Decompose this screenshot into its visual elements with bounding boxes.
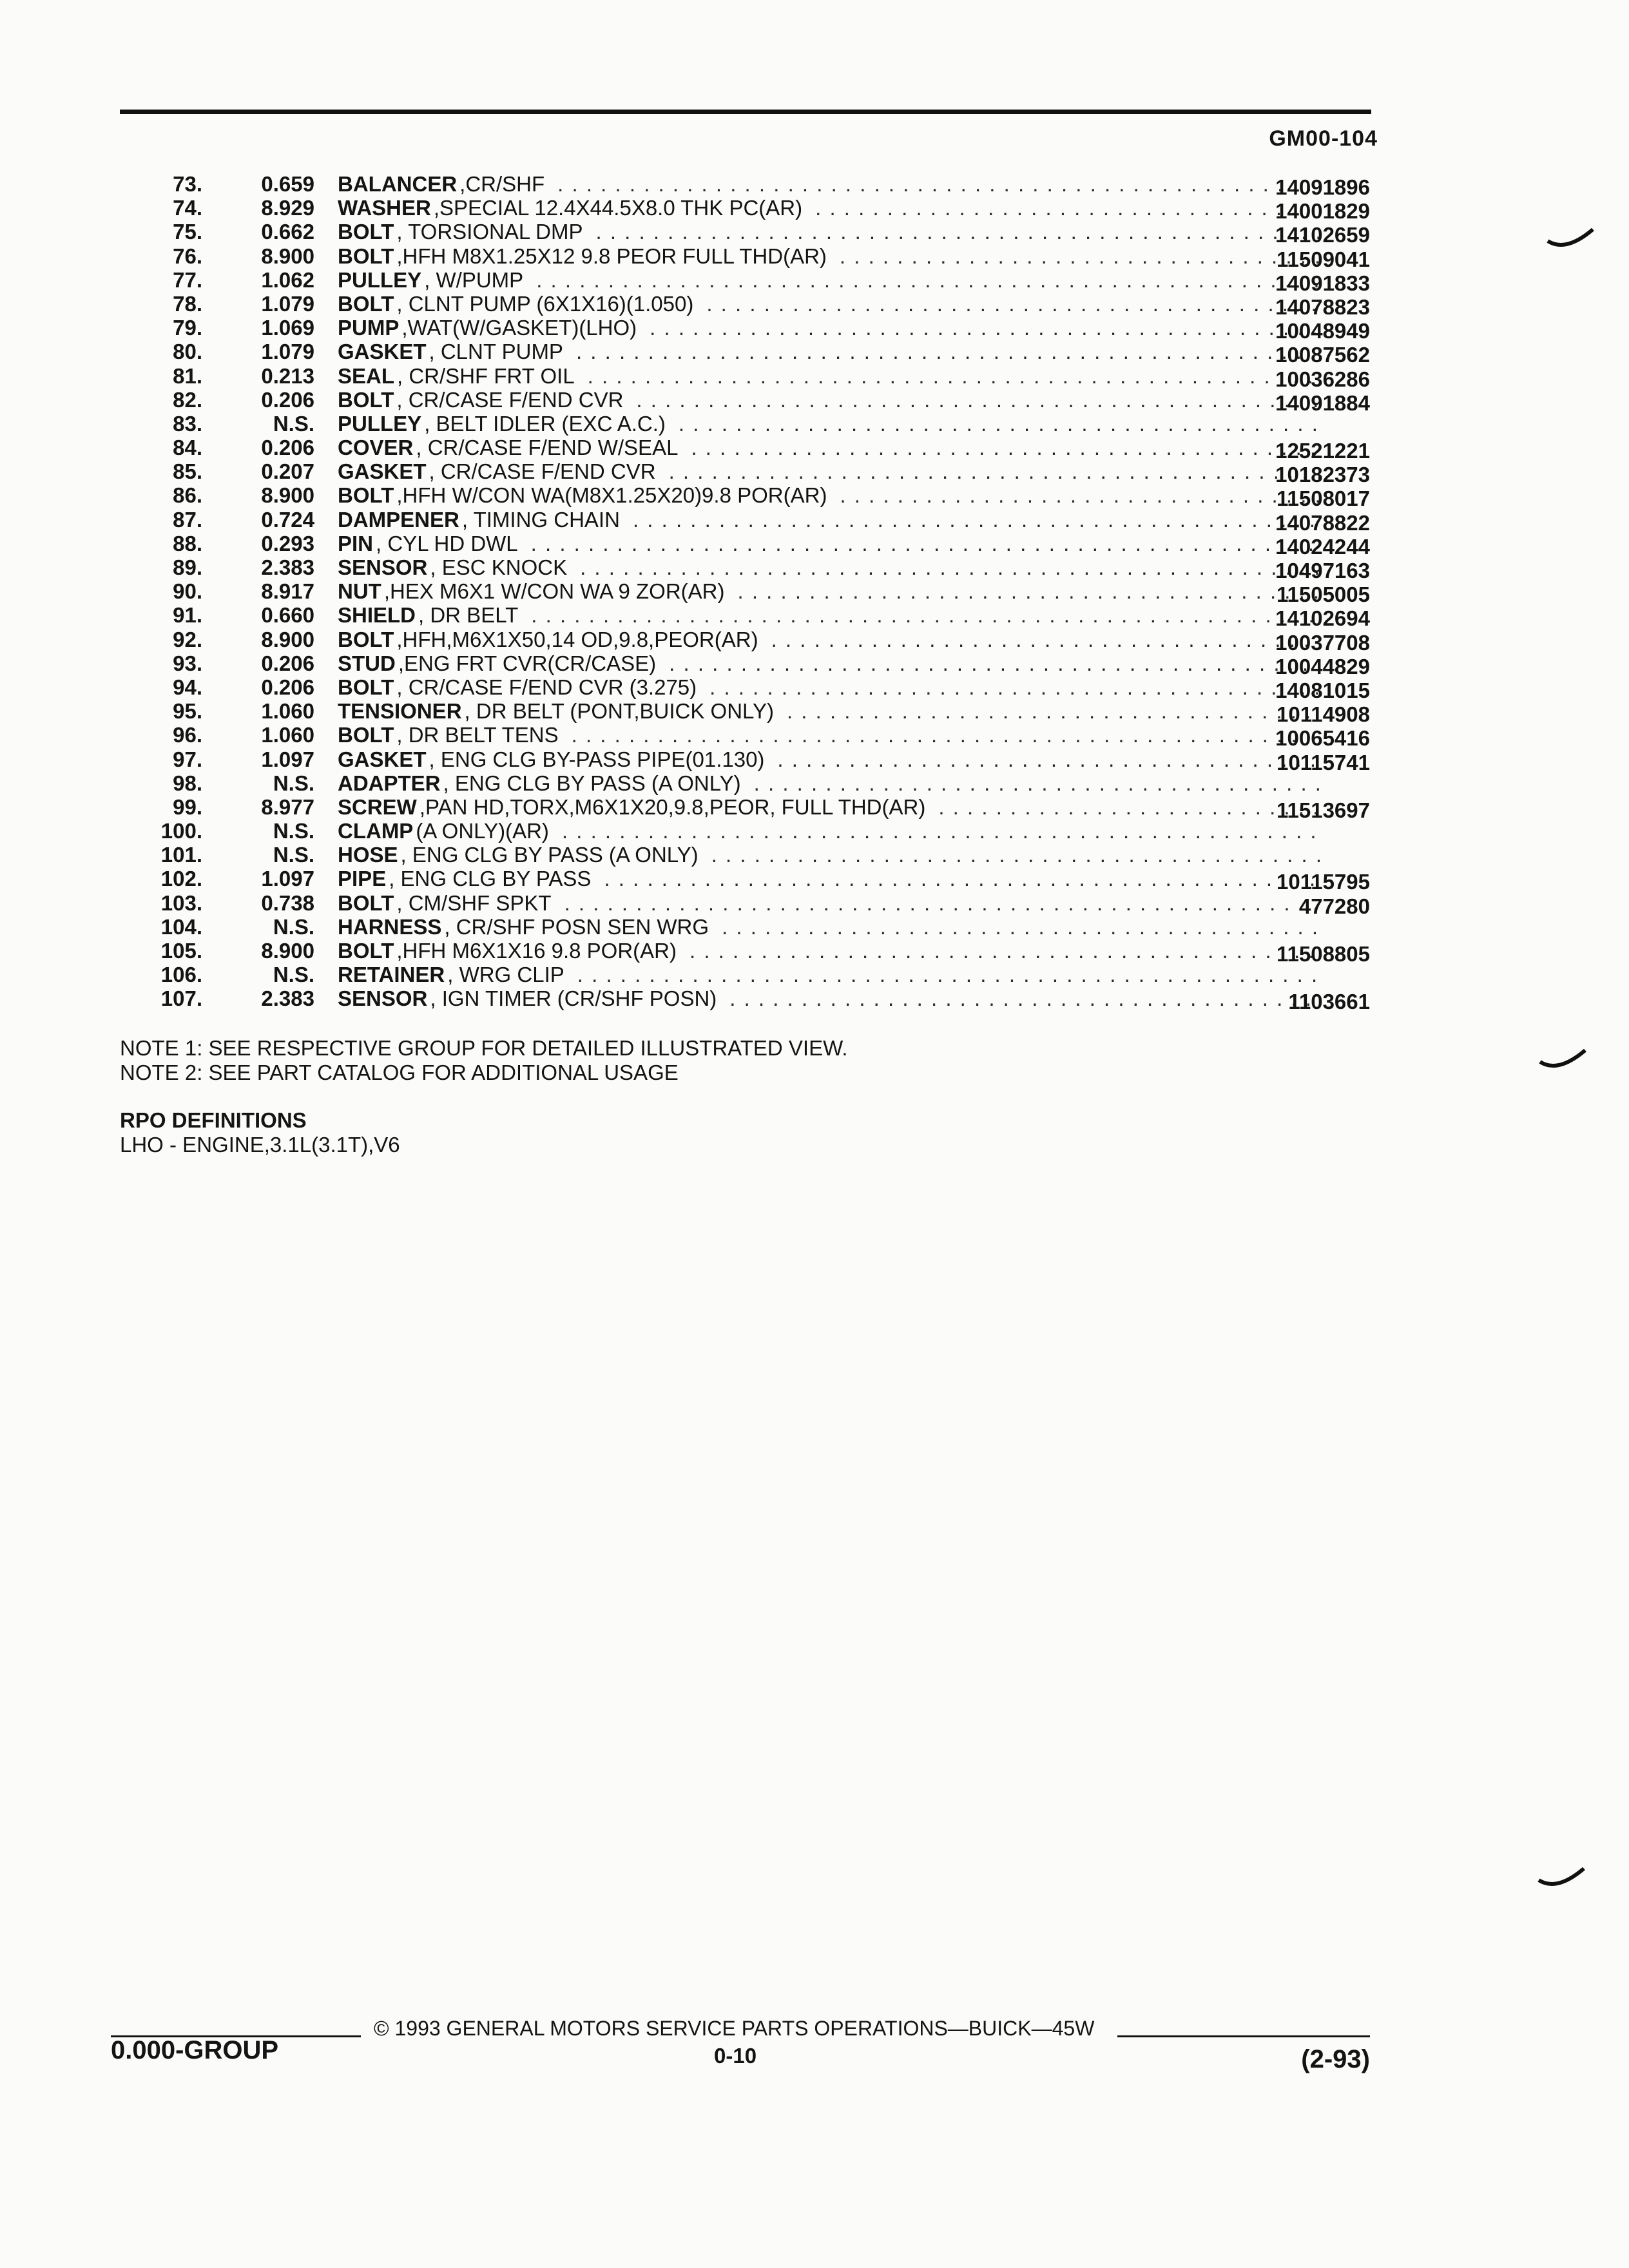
- part-detail: ,CR/SHF: [459, 172, 545, 196]
- part-name: GASKET: [338, 340, 427, 364]
- part-description: [338, 244, 1321, 268]
- group-number: 0.206: [261, 436, 314, 460]
- part-row: [120, 555, 1370, 582]
- group-number: 1.079: [261, 340, 314, 364]
- part-detail: , BELT IDLER (EXC A.C.): [424, 411, 666, 436]
- part-number: 14091896: [1275, 175, 1370, 199]
- part-number: 10037708: [1275, 630, 1370, 655]
- leader-dots: [523, 268, 1321, 292]
- item-number: 92.: [173, 627, 202, 651]
- item-number: 100.: [160, 819, 202, 843]
- part-description: [338, 867, 1321, 890]
- part-row: [120, 220, 1370, 247]
- part-name: PUMP: [338, 316, 400, 340]
- part-description: [338, 196, 1321, 220]
- part-description: [338, 747, 1321, 771]
- part-name: NUT: [338, 579, 381, 604]
- binding-mark-icon: [1547, 227, 1594, 253]
- part-number: 11509041: [1276, 247, 1370, 271]
- item-number: 95.: [173, 699, 202, 724]
- leader-dots: [575, 364, 1321, 388]
- group-number: 1.097: [261, 867, 314, 891]
- item-number: 86.: [173, 483, 202, 508]
- footer-page-number: 0-10: [714, 2044, 757, 2068]
- item-number: 85.: [173, 459, 202, 484]
- leader-dots: [697, 675, 1321, 699]
- part-row: [120, 723, 1370, 751]
- part-name: BOLT: [338, 675, 394, 699]
- part-number: 10182373: [1275, 463, 1370, 487]
- part-row: [120, 436, 1370, 463]
- part-row: [120, 939, 1370, 966]
- leader-dots: [563, 340, 1321, 363]
- part-detail: , TIMING CHAIN: [461, 507, 620, 532]
- part-detail: , CR/CASE F/END W/SEAL: [416, 436, 679, 460]
- item-number: 104.: [160, 914, 202, 939]
- part-row: [120, 603, 1370, 631]
- part-row: [120, 890, 1370, 918]
- group-number: N.S.: [273, 843, 314, 867]
- item-number: 76.: [173, 244, 202, 268]
- part-name: BOLT: [338, 483, 394, 508]
- part-name: HARNESS: [338, 914, 442, 939]
- part-number: 11508805: [1276, 942, 1370, 966]
- part-number: 11508017: [1276, 486, 1370, 511]
- item-number: 83.: [173, 411, 202, 436]
- leader-dots: [564, 963, 1321, 986]
- part-detail: ,HFH M6X1X16 9.8 POR(AR): [396, 939, 677, 963]
- group-number: 1.060: [261, 699, 314, 724]
- item-number: 75.: [173, 220, 202, 244]
- part-name: SEAL: [338, 363, 395, 388]
- part-description: [338, 172, 1321, 196]
- part-number: 10044829: [1275, 654, 1370, 678]
- part-description: [338, 316, 1321, 340]
- group-number: N.S.: [273, 963, 314, 987]
- leader-dots: [567, 555, 1321, 579]
- part-description: [338, 939, 1321, 963]
- group-number: 0.660: [261, 603, 314, 628]
- part-row: [120, 387, 1370, 415]
- part-row: [120, 507, 1370, 535]
- part-description: [338, 364, 1321, 388]
- part-name: BOLT: [338, 890, 394, 915]
- item-number: 84.: [173, 436, 202, 460]
- item-number: 103.: [160, 890, 202, 915]
- part-detail: , CYL HD DWL: [376, 531, 518, 555]
- part-row: [120, 412, 1370, 436]
- part-description: [338, 819, 1321, 843]
- part-row: [120, 651, 1370, 678]
- rpo-definitions: [120, 1108, 400, 1157]
- part-description: [338, 795, 1321, 819]
- group-number: 0.207: [261, 459, 314, 484]
- leader-dots: [545, 172, 1321, 196]
- part-detail: , W/PUMP: [424, 267, 524, 292]
- part-row: [120, 771, 1370, 795]
- part-detail: , DR BELT: [418, 603, 519, 628]
- group-number: 1.069: [261, 316, 314, 340]
- part-number: 10036286: [1275, 367, 1370, 391]
- leader-dots: [678, 436, 1321, 459]
- part-description: [338, 628, 1321, 651]
- item-number: 88.: [173, 531, 202, 555]
- part-row: [120, 316, 1370, 343]
- item-number: 99.: [173, 794, 202, 819]
- leader-dots: [620, 508, 1321, 532]
- part-detail: , CR/CASE F/END CVR: [429, 459, 656, 484]
- part-name: PULLEY: [338, 267, 422, 292]
- part-detail: , CR/SHF FRT OIL: [397, 363, 575, 388]
- part-name: TENSIONER: [338, 699, 462, 724]
- part-name: WASHER: [338, 196, 431, 220]
- item-number: 80.: [173, 340, 202, 364]
- part-number: 14001829: [1275, 199, 1370, 224]
- part-detail: ,WAT(W/GASKET)(LHO): [401, 316, 637, 340]
- part-number: 12521221: [1275, 439, 1370, 463]
- group-number: 1.097: [261, 747, 314, 771]
- note-line: NOTE 1: SEE RESPECTIVE GROUP FOR DETAILED ILLUSTRATED VIEW.: [120, 1036, 848, 1060]
- part-detail: , DR BELT (PONT,BUICK ONLY): [464, 699, 774, 724]
- part-name: BOLT: [338, 387, 394, 412]
- leader-dots: [709, 915, 1321, 939]
- part-name: GASKET: [338, 459, 427, 484]
- part-row: [120, 867, 1370, 894]
- part-row: [120, 531, 1370, 559]
- group-number: 0.206: [261, 675, 314, 699]
- part-number: 14078823: [1275, 294, 1370, 319]
- part-description: [338, 675, 1321, 699]
- group-number: 8.900: [261, 939, 314, 963]
- part-detail: , ESC KNOCK: [430, 555, 568, 579]
- item-number: 106.: [160, 963, 202, 987]
- group-number: 8.977: [261, 794, 314, 819]
- part-detail: , TORSIONAL DMP: [396, 220, 583, 244]
- leader-dots: [623, 388, 1321, 412]
- item-number: 105.: [160, 939, 202, 963]
- item-number: 77.: [173, 267, 202, 292]
- part-detail: , CLNT PUMP: [429, 340, 563, 364]
- item-number: 90.: [173, 579, 202, 604]
- part-row: [120, 244, 1370, 271]
- item-number: 82.: [173, 387, 202, 412]
- part-row: [120, 291, 1370, 319]
- part-number: 10065416: [1275, 726, 1370, 751]
- part-number: 10115741: [1276, 750, 1370, 774]
- part-description: [338, 723, 1321, 747]
- part-description: [338, 555, 1321, 579]
- part-description: [338, 483, 1321, 507]
- leader-dots: [677, 939, 1321, 963]
- leader-dots: [656, 459, 1321, 483]
- part-name: DAMPENER: [338, 507, 459, 532]
- part-detail: , CM/SHF SPKT: [396, 890, 552, 915]
- leader-dots: [656, 651, 1321, 675]
- part-name: SCREW: [338, 794, 417, 819]
- item-number: 102.: [160, 867, 202, 891]
- part-name: SENSOR: [338, 986, 428, 1011]
- part-description: [338, 436, 1321, 459]
- group-number: N.S.: [273, 819, 314, 843]
- part-number: 14091833: [1275, 271, 1370, 295]
- part-name: GASKET: [338, 747, 427, 771]
- group-number: 8.900: [261, 483, 314, 508]
- group-number: 8.900: [261, 244, 314, 268]
- part-detail: , CLNT PUMP (6X1X16)(1.050): [396, 291, 694, 316]
- part-row: [120, 483, 1370, 511]
- group-number: 1.079: [261, 291, 314, 316]
- part-number: 14102659: [1275, 223, 1370, 247]
- part-name: STUD: [338, 651, 396, 675]
- item-number: 81.: [173, 363, 202, 388]
- part-number: 11513697: [1276, 798, 1370, 822]
- item-number: 97.: [173, 747, 202, 771]
- part-number: 10048949: [1275, 319, 1370, 343]
- part-description: [338, 843, 1321, 867]
- leader-dots: [549, 819, 1321, 843]
- document-code: GM00-104: [1269, 126, 1378, 151]
- part-number: 14102694: [1275, 606, 1370, 631]
- part-row: [120, 986, 1370, 1014]
- part-detail: ,HFH W/CON WA(M8X1.25X20)9.8 POR(AR): [396, 483, 827, 508]
- part-description: [338, 891, 1321, 915]
- part-description: [338, 340, 1321, 363]
- item-number: 96.: [173, 723, 202, 747]
- part-row: [120, 915, 1370, 939]
- part-row: [120, 747, 1370, 774]
- group-number: 0.213: [261, 363, 314, 388]
- item-number: 78.: [173, 291, 202, 316]
- part-name: RETAINER: [338, 963, 445, 987]
- part-number: 10087562: [1275, 343, 1370, 367]
- part-name: BALANCER: [338, 172, 458, 196]
- rpo-title: RPO DEFINITIONS: [120, 1108, 307, 1132]
- part-detail: , ENG CLG BY PASS (A ONLY): [400, 843, 699, 867]
- group-number: 0.662: [261, 220, 314, 244]
- group-number: 0.724: [261, 507, 314, 532]
- item-number: 98.: [173, 771, 202, 795]
- part-number: 14078822: [1275, 510, 1370, 535]
- part-description: [338, 412, 1321, 436]
- part-name: BOLT: [338, 220, 394, 244]
- part-description: [338, 388, 1321, 412]
- leader-dots: [741, 771, 1321, 795]
- group-number: 0.206: [261, 387, 314, 412]
- leader-dots: [518, 532, 1321, 555]
- leader-dots: [693, 292, 1321, 316]
- part-detail: ,PAN HD,TORX,M6X1X20,9.8,PEOR, FULL THD(AR): [419, 794, 926, 819]
- part-row: [120, 363, 1370, 391]
- part-description: [338, 579, 1321, 603]
- group-number: 8.929: [261, 196, 314, 220]
- part-name: BOLT: [338, 627, 394, 651]
- item-number: 73.: [173, 172, 202, 196]
- part-row: [120, 267, 1370, 295]
- part-description: [338, 603, 1321, 627]
- group-number: N.S.: [273, 411, 314, 436]
- part-name: CLAMP: [338, 819, 414, 843]
- part-row: [120, 675, 1370, 702]
- part-number: 1103661: [1288, 990, 1370, 1014]
- item-number: 91.: [173, 603, 202, 628]
- part-name: PULLEY: [338, 411, 422, 436]
- part-row: [120, 459, 1370, 487]
- part-name: ADAPTER: [338, 771, 441, 795]
- item-number: 107.: [160, 986, 202, 1011]
- leader-dots: [583, 220, 1322, 244]
- part-detail: (A ONLY)(AR): [416, 819, 549, 843]
- part-name: SENSOR: [338, 555, 428, 579]
- leader-dots: [591, 867, 1321, 890]
- footer-rule-right: [1117, 2035, 1370, 2037]
- item-number: 89.: [173, 555, 202, 579]
- group-number: 0.738: [261, 890, 314, 915]
- group-number: 1.062: [261, 267, 314, 292]
- part-detail: , CR/SHF POSN SEN WRG: [444, 914, 709, 939]
- leader-dots: [518, 603, 1321, 627]
- part-detail: , IGN TIMER (CR/SHF POSN): [430, 986, 717, 1011]
- group-number: N.S.: [273, 914, 314, 939]
- part-detail: , DR BELT TENS: [396, 723, 559, 747]
- part-detail: , ENG CLG BY-PASS PIPE(01.130): [429, 747, 765, 771]
- part-row: [120, 963, 1370, 986]
- item-number: 93.: [173, 651, 202, 675]
- part-detail: , ENG CLG BY PASS: [389, 867, 592, 891]
- part-row: [120, 819, 1370, 843]
- part-number: 10497163: [1275, 559, 1370, 582]
- part-detail: , WRG CLIP: [447, 963, 564, 987]
- part-row: [120, 843, 1370, 867]
- leader-dots: [637, 316, 1321, 340]
- parts-list: [120, 172, 1370, 1014]
- leader-dots: [666, 412, 1321, 436]
- rpo-line: LHO - ENGINE,3.1L(3.1T),V6: [120, 1133, 400, 1157]
- part-row: [120, 794, 1370, 822]
- group-number: 8.900: [261, 627, 314, 651]
- part-name: BOLT: [338, 939, 394, 963]
- part-number: 10114908: [1276, 702, 1370, 727]
- part-number: 477280: [1298, 894, 1370, 918]
- part-description: [338, 771, 1321, 795]
- item-number: 87.: [173, 507, 202, 532]
- footer-date: (2-93): [1301, 2045, 1370, 2073]
- part-description: [338, 292, 1321, 316]
- part-row: [120, 627, 1370, 655]
- leader-dots: [699, 843, 1321, 867]
- part-description: [338, 915, 1321, 939]
- part-number: 10115795: [1276, 870, 1370, 894]
- part-detail: , CR/CASE F/END CVR (3.275): [396, 675, 697, 699]
- part-name: BOLT: [338, 244, 394, 268]
- part-number: 14024244: [1275, 534, 1370, 559]
- item-number: 79.: [173, 316, 202, 340]
- note-line: NOTE 2: SEE PART CATALOG FOR ADDITIONAL USAGE: [120, 1061, 679, 1084]
- part-number: 11505005: [1276, 582, 1370, 607]
- part-detail: ,HFH,M6X1X50,14 OD,9.8,PEOR(AR): [396, 627, 758, 651]
- item-number: 74.: [173, 196, 202, 220]
- part-detail: ,HFH M8X1.25X12 9.8 PEOR FULL THD(AR): [396, 244, 827, 268]
- part-name: SHIELD: [338, 603, 416, 628]
- part-name: BOLT: [338, 723, 394, 747]
- group-number: 2.383: [261, 986, 314, 1011]
- part-name: PIN: [338, 531, 374, 555]
- part-description: [338, 220, 1321, 244]
- part-number: 14081015: [1275, 678, 1370, 702]
- group-number: 2.383: [261, 555, 314, 579]
- part-name: HOSE: [338, 843, 398, 867]
- item-number: 94.: [173, 675, 202, 699]
- part-description: [338, 699, 1321, 723]
- group-number: 8.917: [261, 579, 314, 604]
- group-number: 1.060: [261, 723, 314, 747]
- part-name: BOLT: [338, 291, 394, 316]
- part-name: COVER: [338, 436, 414, 460]
- part-detail: , ENG CLG BY PASS (A ONLY): [443, 771, 741, 795]
- part-description: [338, 651, 1321, 675]
- part-detail: ,SPECIAL 12.4X44.5X8.0 THK PC(AR): [433, 196, 803, 220]
- group-number: 0.206: [261, 651, 314, 675]
- header-rule: [120, 110, 1371, 114]
- binding-mark-icon: [1537, 1866, 1585, 1892]
- part-description: [338, 532, 1321, 555]
- part-detail: ,ENG FRT CVR(CR/CASE): [398, 651, 657, 675]
- group-number: 0.293: [261, 531, 314, 555]
- group-number: 0.659: [261, 172, 314, 196]
- binding-mark-icon: [1539, 1048, 1586, 1073]
- item-number: 101.: [160, 843, 202, 867]
- footer-copyright: © 1993 GENERAL MOTORS SERVICE PARTS OPERATIONS—BUICK—45W: [374, 2017, 1095, 2040]
- part-description: [338, 268, 1321, 292]
- part-name: PIPE: [338, 867, 387, 891]
- part-description: [338, 459, 1321, 483]
- part-number: 14091884: [1275, 390, 1370, 415]
- part-detail: , CR/CASE F/END CVR: [396, 387, 624, 412]
- part-row: [120, 579, 1370, 607]
- leader-dots: [552, 891, 1321, 915]
- notes-section: [120, 1036, 848, 1085]
- part-row: [120, 340, 1370, 367]
- part-detail: ,HEX M6X1 W/CON WA 9 ZOR(AR): [383, 579, 725, 604]
- part-row: [120, 699, 1370, 727]
- part-description: [338, 508, 1321, 532]
- part-row: [120, 196, 1370, 224]
- leader-dots: [559, 723, 1321, 747]
- footer-group: 0.000-GROUP: [111, 2036, 279, 2064]
- part-description: [338, 963, 1321, 986]
- group-number: N.S.: [273, 771, 314, 795]
- part-description: [338, 986, 1321, 1010]
- part-row: [120, 172, 1370, 199]
